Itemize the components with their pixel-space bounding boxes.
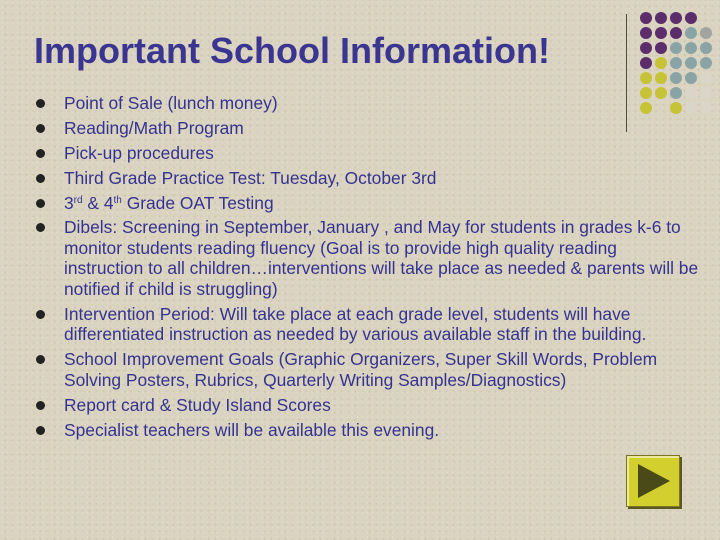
bullet-text: Dibels: Screening in September, January , and May for students in grades k-6 to monitor students reading fluency (Goal is to provide high quality reading instruction to all children…interventions will take place as needed & parents will be notified if child is struggling) — [64, 217, 699, 299]
bullet-text: Pick-up procedures — [64, 142, 214, 163]
bullet-item — [36, 217, 701, 299]
slide-title: Important School Information! — [34, 30, 550, 71]
bullet-marker — [36, 310, 45, 319]
decorative-dot — [670, 27, 682, 39]
bullet-marker — [36, 149, 45, 158]
bullet-item — [36, 349, 701, 390]
bullet-text: Intervention Period: Will take place at each grade level, students will have differentiated instruction as needed by various available staff in the building. — [64, 303, 647, 345]
decorative-dot — [670, 12, 682, 24]
decorative-dot — [700, 27, 712, 39]
decorative-dot — [685, 42, 697, 54]
bullet-marker — [36, 199, 45, 208]
bullet-item — [36, 304, 701, 345]
bullet-marker — [36, 401, 45, 410]
bullet-marker — [36, 355, 45, 364]
decorative-dot — [655, 72, 667, 84]
bullet-item — [36, 420, 701, 441]
bullet-marker — [36, 174, 45, 183]
decorative-dot — [700, 57, 712, 69]
decorative-dot — [640, 42, 652, 54]
bullet-item — [36, 118, 701, 139]
bullet-text: Point of Sale (lunch money) — [64, 93, 278, 113]
decorative-dot — [670, 57, 682, 69]
decorative-dot — [655, 12, 667, 24]
bullet-marker — [36, 223, 45, 232]
decorative-dot — [655, 57, 667, 69]
decorative-dot — [670, 72, 682, 84]
decorative-dot — [685, 12, 697, 24]
decorative-dot — [700, 42, 712, 54]
bullet-item — [36, 143, 701, 164]
decorative-dot — [670, 42, 682, 54]
bullet-text: Specialist teachers will be available this evening. — [64, 419, 440, 440]
decorative-dot — [655, 42, 667, 54]
bullet-text: School Improvement Goals (Graphic Organizers, Super Skill Words, Problem Solving Posters, Rubrics, Quarterly Writing Samples/Diagnostics) — [64, 349, 658, 390]
decorative-dot — [700, 72, 712, 84]
decorative-dot — [685, 57, 697, 69]
bullet-text: Report card & Study Island Scores — [64, 394, 331, 415]
decorative-dot — [640, 27, 652, 39]
next-slide-button[interactable] — [626, 455, 680, 507]
decorative-dot — [655, 27, 667, 39]
bullet-marker — [36, 124, 45, 133]
play-triangle-icon — [627, 456, 679, 506]
decorative-dot — [700, 102, 712, 114]
decorative-dot — [640, 72, 652, 84]
bullet-list — [36, 93, 701, 444]
bullet-item — [36, 395, 701, 416]
decorative-dot — [685, 27, 697, 39]
bullet-item — [36, 93, 701, 114]
bullet-item — [36, 168, 701, 189]
bullet-marker — [36, 426, 45, 435]
bullet-text: 3rd & 4th Grade OAT Testing — [64, 192, 274, 213]
decorative-dot — [700, 87, 712, 99]
decorative-dot — [640, 12, 652, 24]
bullet-text: Reading/Math Program — [64, 117, 244, 138]
bullet-marker — [36, 99, 45, 108]
bullet-item — [36, 193, 701, 214]
decorative-dot — [640, 57, 652, 69]
bullet-text: Third Grade Practice Test: Tuesday, October 3rd — [64, 167, 437, 188]
decorative-dot — [685, 72, 697, 84]
